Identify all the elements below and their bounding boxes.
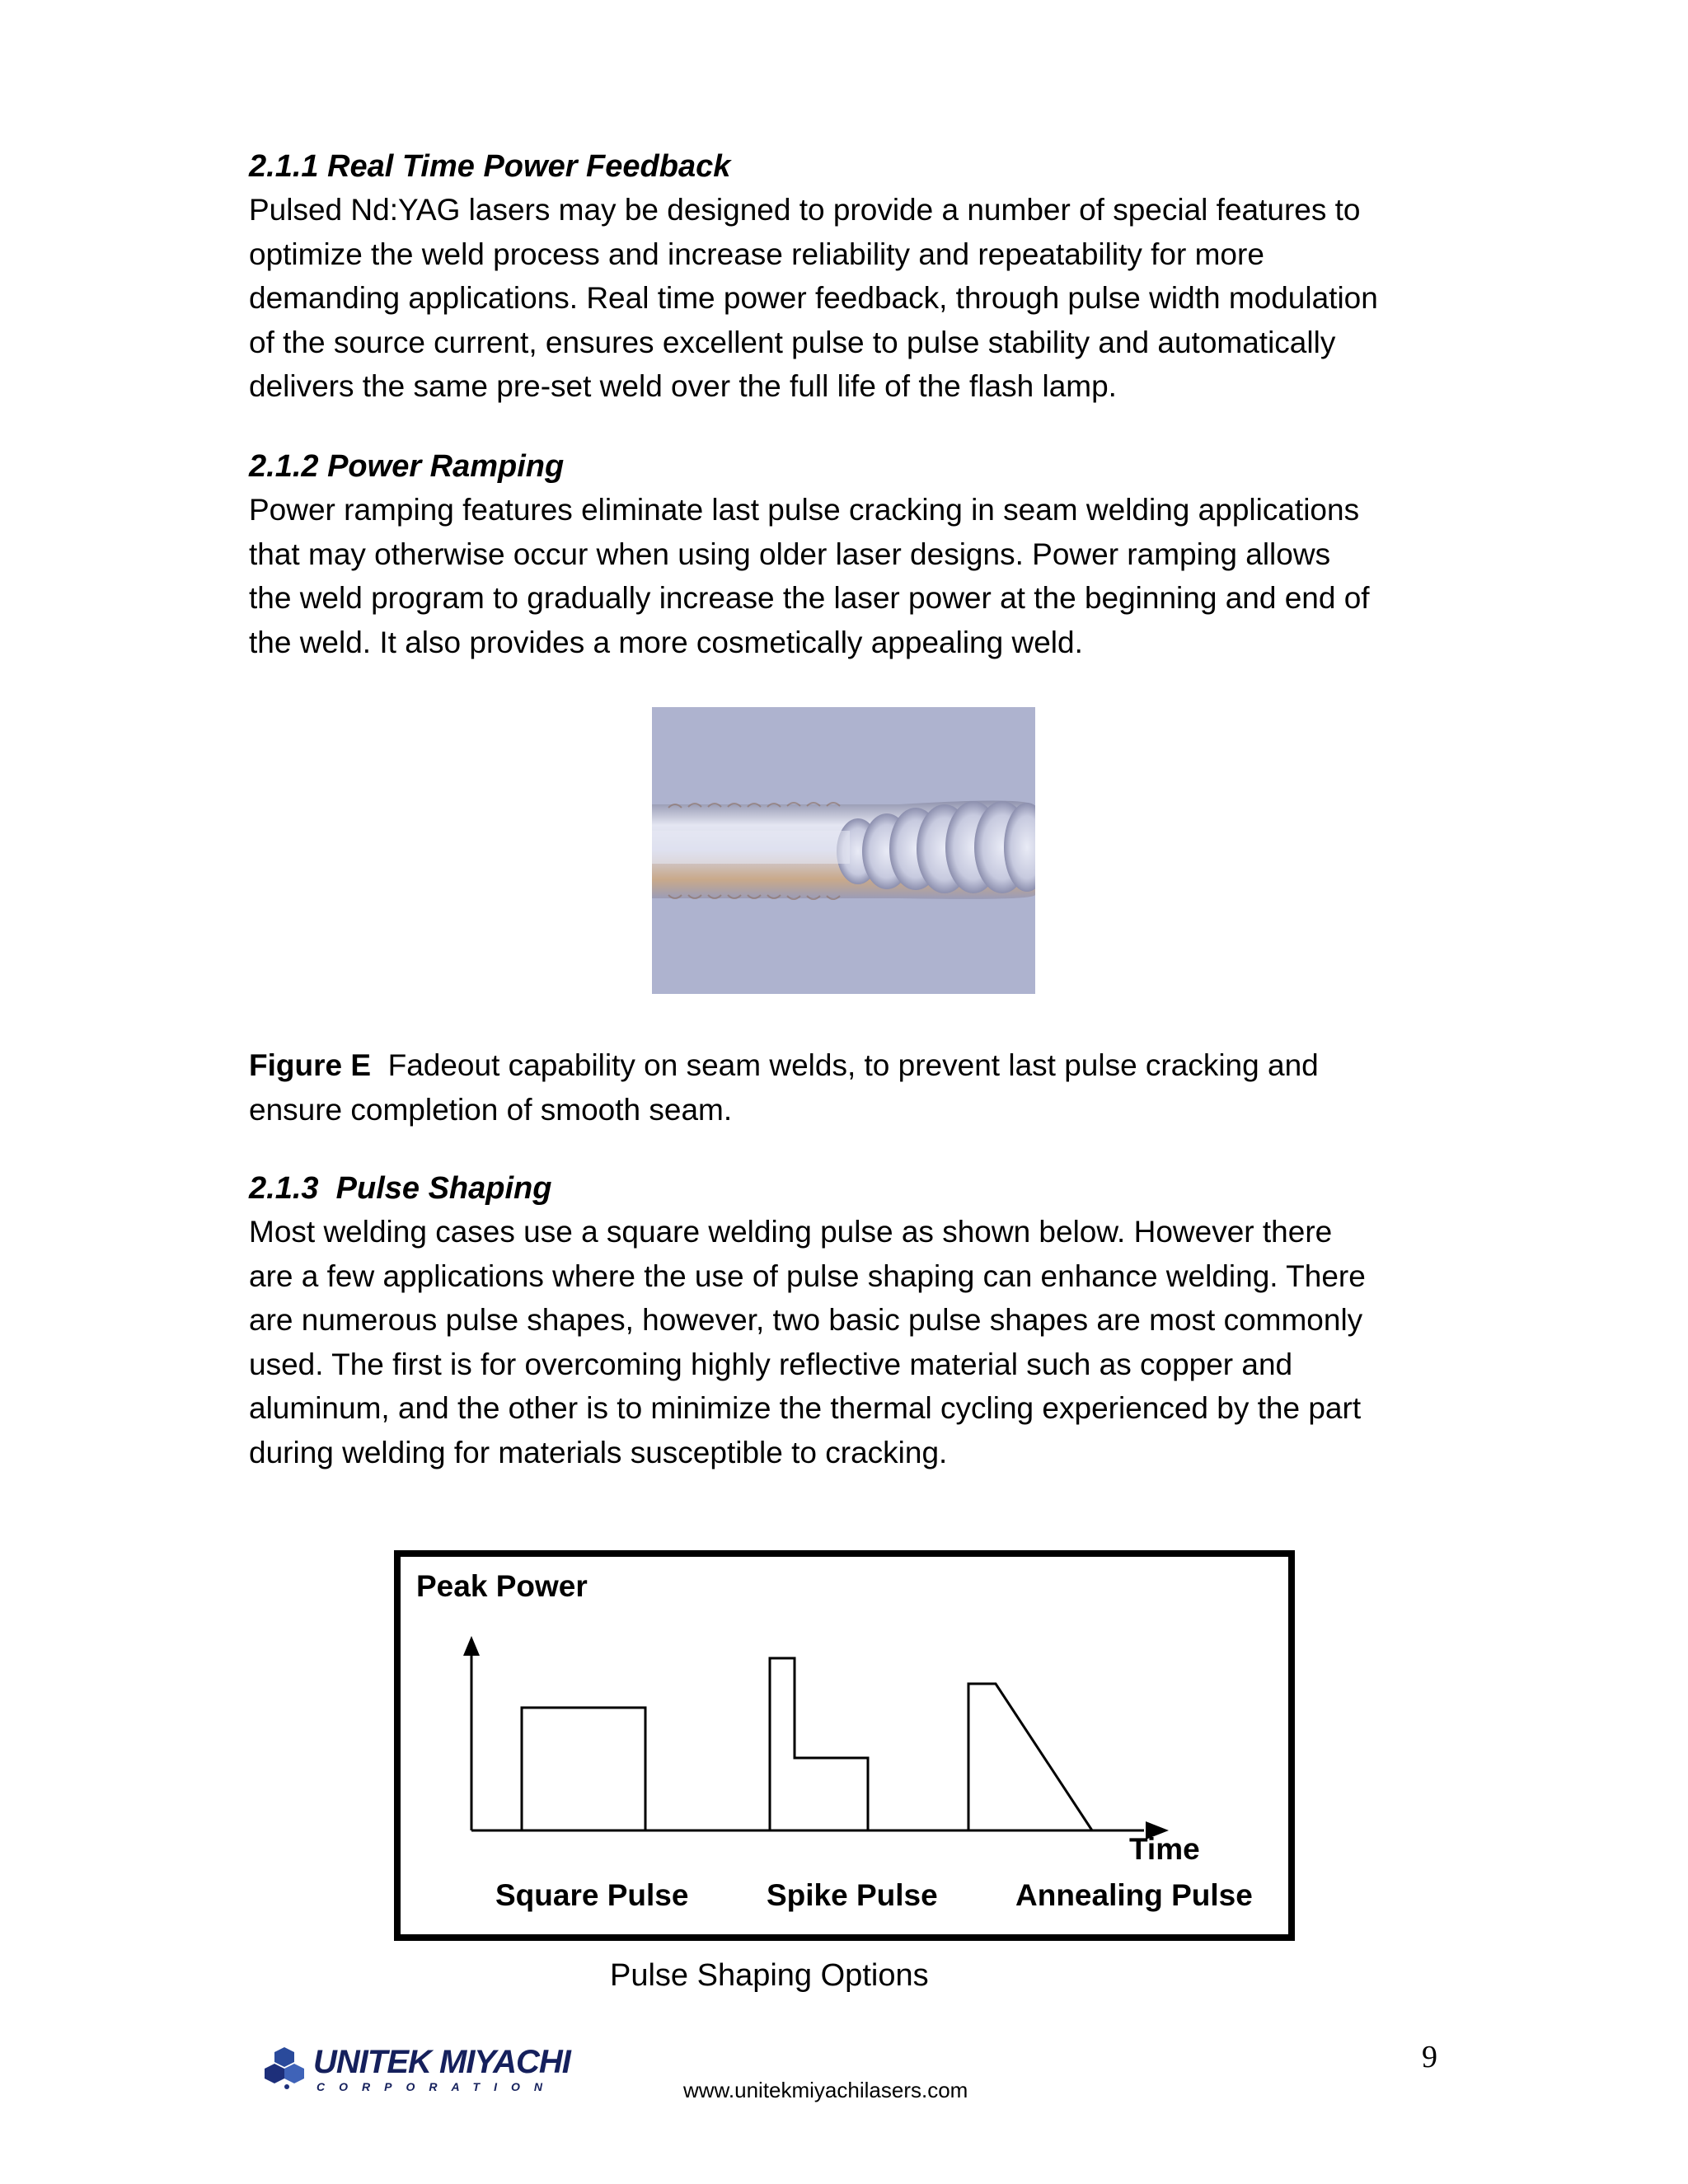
paragraph-line: the weld. It also provides a more cosmetically appealing weld. [249, 625, 1083, 659]
square-pulse-shape [522, 1708, 645, 1830]
figure-e-caption [249, 1043, 1452, 1132]
section-paragraph [249, 1210, 1452, 1474]
paragraph-line: are numerous pulse shapes, however, two basic pulse shapes are most commonly [249, 1303, 1363, 1337]
paragraph-line: Pulsed Nd:YAG lasers may be designed to provide a number of special features to [249, 193, 1361, 227]
section-heading: 2.1.1 Real Time Power Feedback [249, 149, 731, 184]
diagram-title: Pulse Shaping Options [610, 1958, 929, 1993]
paragraph-line: Power ramping features eliminate last pulse cracking in seam welding applications [249, 493, 1360, 527]
footer-url: www.unitekmiyachilasers.com [683, 2078, 968, 2102]
paragraph-line: are a few applications where the use of pulse shaping can enhance welding. There [249, 1258, 1366, 1293]
figure-label: Figure E [249, 1048, 372, 1082]
seam-weld-illustration [652, 707, 1035, 994]
power-axis-arrow [463, 1636, 480, 1656]
paragraph-line: delivers the same pre-set weld over the full life of the flash lamp. [249, 369, 1117, 403]
page-number: 9 [1422, 2040, 1437, 2074]
section-paragraph [249, 488, 1452, 664]
paragraph-line: that may otherwise occur when using older laser designs. Power ramping allows [249, 537, 1331, 571]
section-pulse-shaping [249, 1169, 1452, 1474]
logo-subtitle: CORPORATION [316, 2080, 556, 2093]
company-logo [262, 2044, 570, 2102]
section-heading: 2.1.3 Pulse Shaping [249, 1171, 552, 1206]
section-heading: 2.1.2 Power Ramping [249, 449, 565, 484]
annealing-pulse-label: Annealing Pulse [1015, 1878, 1253, 1912]
caption-paragraph [249, 1043, 1452, 1132]
spike-pulse-label: Spike Pulse [767, 1878, 938, 1912]
paragraph-line: aluminum, and the other is to minimize the thermal cycling experienced by the part [249, 1391, 1362, 1425]
logo-name: UNITEK MIYACHI [313, 2044, 570, 2080]
paragraph-line: of the source current, ensures excellent pulse to pulse stability and automatically [249, 325, 1336, 359]
seam-weld-photo [652, 707, 1035, 994]
spike-pulse-shape [770, 1658, 868, 1830]
logo-hexagons-icon [262, 2046, 310, 2092]
peak-power-label: Peak Power [416, 1569, 588, 1603]
section-power-ramping [249, 447, 1452, 664]
paragraph-line: the weld program to gradually increase the laser power at the beginning and end of [249, 581, 1370, 615]
annealing-pulse-shape [968, 1684, 1092, 1830]
paragraph-line: during welding for materials susceptible to cracking. [249, 1435, 948, 1469]
section-paragraph [249, 188, 1452, 409]
paragraph-line: demanding applications. Real time power feedback, through pulse width modulation [249, 281, 1378, 315]
time-label: Time [1129, 1832, 1200, 1866]
caption-line: ensure completion of smooth seam. [249, 1092, 733, 1127]
caption-line: Fadeout capability on seam welds, to prevent last pulse cracking and [371, 1048, 1319, 1082]
section-real-time-power-feedback [249, 147, 1452, 409]
square-pulse-label: Square Pulse [495, 1878, 689, 1912]
paragraph-line: optimize the weld process and increase reliability and repeatability for more [249, 237, 1264, 271]
paragraph-line: used. The first is for overcoming highly reflective material such as copper and [249, 1347, 1293, 1381]
paragraph-line: Most welding cases use a square welding pulse as shown below. However there [249, 1215, 1333, 1249]
